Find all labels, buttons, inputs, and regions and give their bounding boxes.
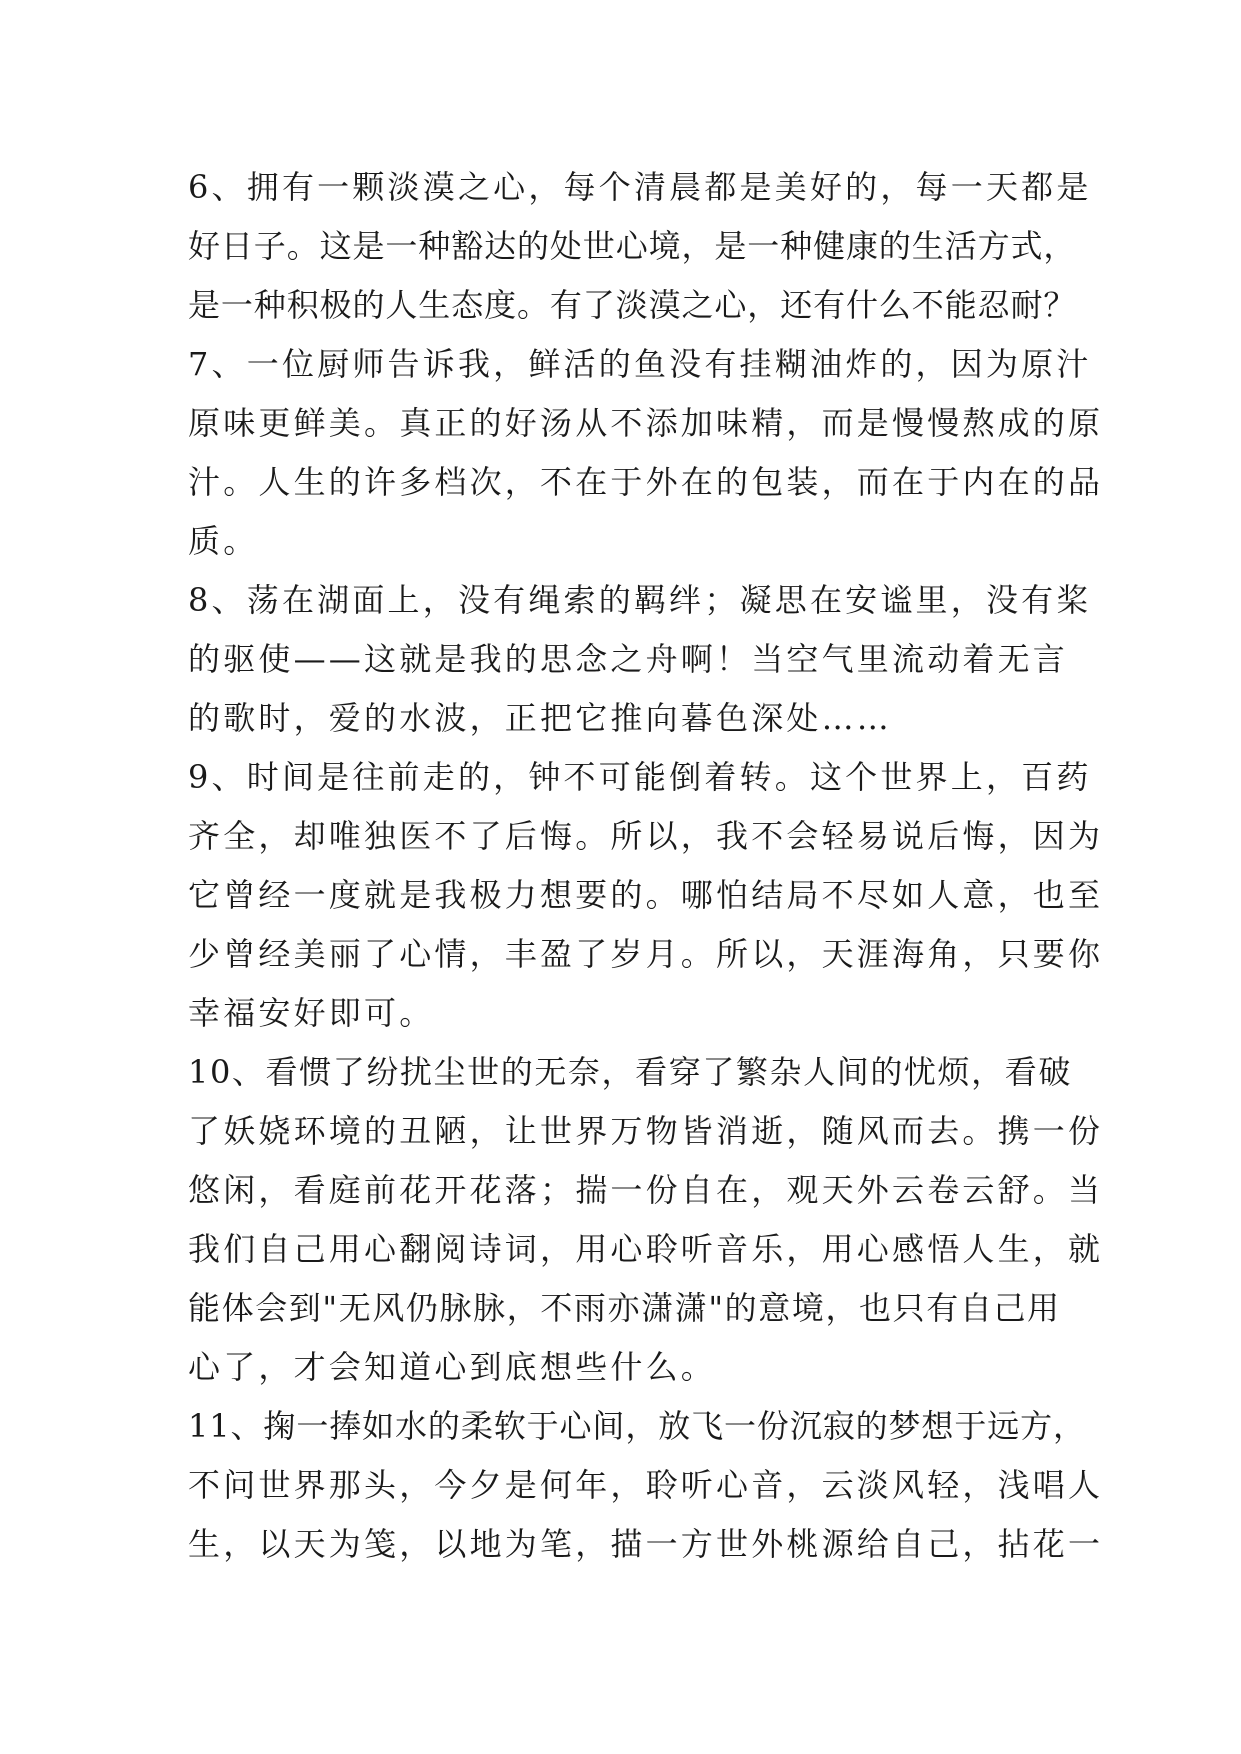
text-line: 它曾经一度就是我极力想要的。哪怕结局不尽如人意，也至 <box>188 876 1104 914</box>
text-line: 生，以天为笺，以地为笔，描一方世外桃源给自己，拈花一 <box>188 1525 1104 1563</box>
text-line: 好日子。这是一种豁达的处世心境，是一种健康的生活方式， <box>188 227 1077 265</box>
text-line: 9、时间是往前走的，钟不可能倒着转。这个世界上，百药 <box>188 758 1092 796</box>
text-line: 了妖娆环境的丑陋，让世界万物皆消逝，随风而去。携一份 <box>188 1112 1104 1150</box>
text-line: 11、掬一捧如水的柔软于心间，放飞一份沉寂的梦想于远方， <box>188 1407 1086 1445</box>
text-line: 心了，才会知道心到底想些什么。 <box>188 1348 717 1386</box>
paragraph-6 <box>188 158 1092 335</box>
paragraph-9 <box>188 748 1104 1043</box>
text-line: 的驱使——这就是我的思念之舟啊！当空气里流动着无言 <box>188 640 1069 678</box>
text-line: 6、拥有一颗淡漠之心，每个清晨都是美好的，每一天都是 <box>188 168 1092 206</box>
text-line: 齐全，却唯独医不了后悔。所以，我不会轻易说后悔，因为 <box>188 817 1104 855</box>
text-line: 悠闲，看庭前花开花落；揣一份自在，观天外云卷云舒。当 <box>188 1171 1104 1209</box>
paragraph-7 <box>188 335 1104 571</box>
text-line: 幸福安好即可。 <box>188 994 435 1032</box>
text-line: 我们自己用心翻阅诗词，用心聆听音乐，用心感悟人生，就 <box>188 1230 1104 1268</box>
document-body <box>188 158 1104 1574</box>
text-line: 原味更鲜美。真正的好汤从不添加味精，而是慢慢熬成的原 <box>188 404 1104 442</box>
text-line: 能体会到"无风仍脉脉，不雨亦潇潇"的意境，也只有自己用 <box>188 1289 1061 1327</box>
text-line: 质。 <box>188 522 259 560</box>
text-line: 不问世界那头，今夕是何年，聆听心音，云淡风轻，浅唱人 <box>188 1466 1104 1504</box>
paragraph-10 <box>188 1043 1104 1397</box>
text-line: 的歌时，爱的水波，正把它推向暮色深处…… <box>188 699 893 737</box>
text-line: 10、看惯了纷扰尘世的无奈，看穿了繁杂人间的忧烦，看破 <box>188 1053 1072 1091</box>
text-line: 7、一位厨师告诉我，鲜活的鱼没有挂糊油炸的，因为原汁 <box>188 345 1092 383</box>
text-line: 是一种积极的人生态度。有了淡漠之心，还有什么不能忍耐？ <box>188 286 1077 324</box>
text-line: 汁。人生的许多档次，不在于外在的包装，而在于内在的品 <box>188 463 1104 501</box>
paragraph-11 <box>188 1397 1104 1574</box>
text-line: 少曾经美丽了心情，丰盈了岁月。所以，天涯海角，只要你 <box>188 935 1104 973</box>
text-line: 8、荡在湖面上，没有绳索的羁绊；凝思在安谧里，没有桨 <box>188 581 1092 619</box>
paragraph-8 <box>188 571 1092 748</box>
